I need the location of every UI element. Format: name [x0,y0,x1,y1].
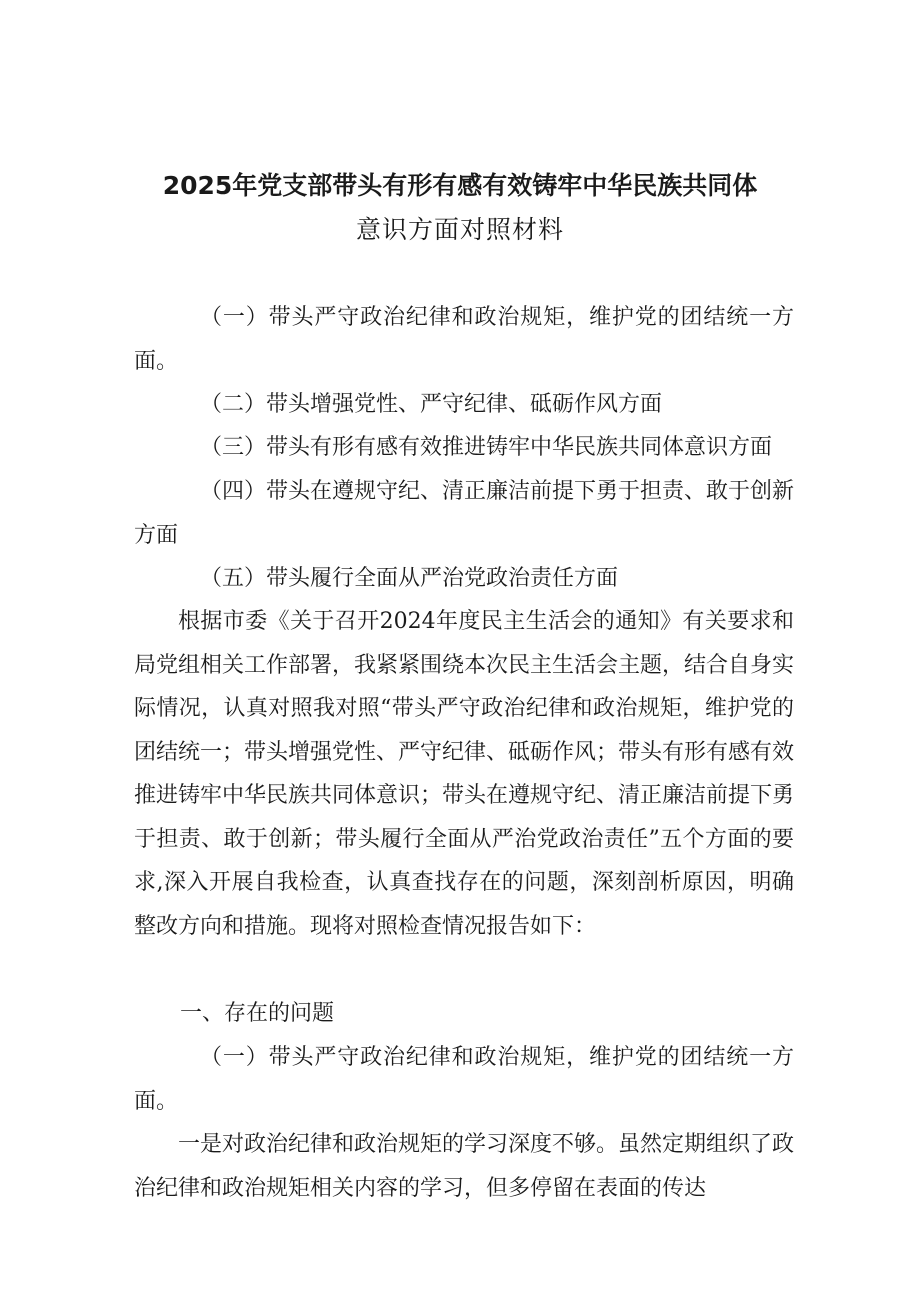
section-heading-problems: 一、存在的问题 [180,1001,335,1026]
section1-subheading-1: （一）带头严守政治纪律和政治规矩，维护党的团结统一方面。 [134,1045,794,1114]
outline-item-4: （四）带头在遵规守纪、清正廉洁前提下勇于担责、敢于创新方面 [134,479,795,548]
outline-item-2: （二）带头增强党性、严守纪律、砥砺作风方面 [200,392,663,417]
intro-paragraph: 根据市委《关于召开2024年度民主生活会的通知》有关要求和局党组相关工作部署，我紧紧围绕本次民主生活会主题，结合自身实际情况，认真对照我对照“带头严守政治纪律和政治规矩，维护党的团结统一；带头增强党性、严守纪律、砥砺作风；带头有形有感有效推进铸牢中华民族共同体意识；带头在遵规守纪、清正廉洁前提下勇于担责、敢于创新；带头履行全面从严治党政治责任”五个方面的要求,深入开展自我检查，认真查找存在的问题，深刻剖析原因，明确整改方向和措施。现将对照检查情况报告如下： [134,609,795,939]
document-title-line-1: 2025年党支部带头有形有感有效铸牢中华民族共同体 [162,171,758,200]
outline-item-3: （三）带头有形有感有效推进铸牢中华民族共同体意识方面 [200,435,773,460]
section1-paragraph-1: 一是对政治纪律和政治规矩的学习深度不够。虽然定期组织了政治纪律和政治规矩相关内容的学习，但多停留在表面的传达 [134,1132,795,1201]
document-title-line-2: 意识方面对照材料 [355,215,564,244]
outline-item-5: （五）带头履行全面从严治党政治责任方面 [200,566,619,591]
outline-item-1: （一）带头严守政治纪律和政治规矩，维护党的团结统一方面。 [134,305,794,374]
